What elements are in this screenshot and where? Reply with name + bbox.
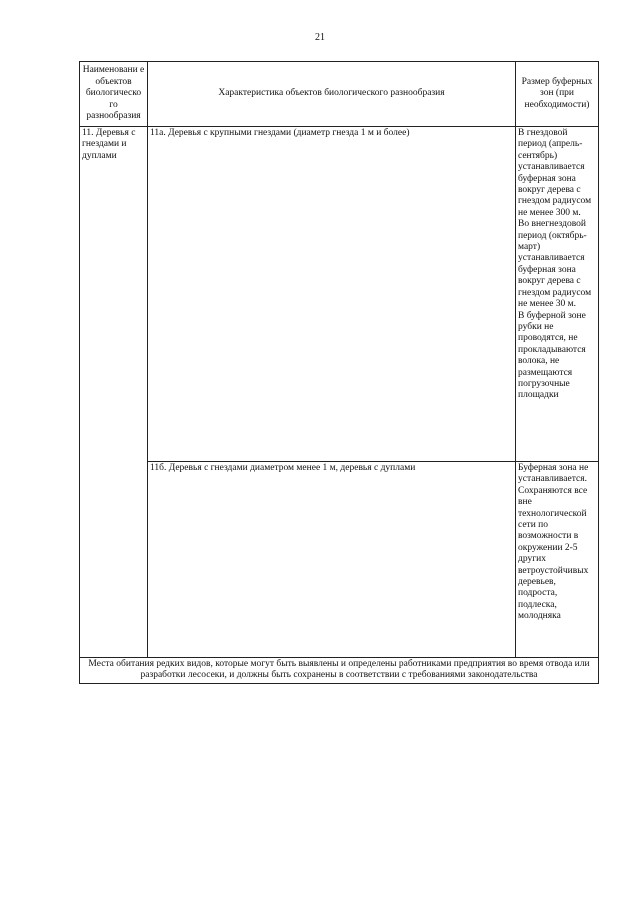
table-row: [80, 462, 599, 658]
characteristic-cell-11a: 11а. Деревья с крупными гнездами (диаметр гнезда 1 м и более): [148, 127, 516, 462]
table-header-row: [80, 62, 599, 127]
buffer-size-text: В буферной зоне рубки не проводятся, не прокладываются волока, не размещаются погрузочные площадки: [518, 310, 586, 401]
table-row: [80, 127, 599, 462]
page-number: 21: [315, 32, 325, 43]
biodiversity-table: [79, 61, 599, 684]
header-object-name: Наименовани е объектов биологическо го разнообразия: [80, 62, 148, 127]
buffer-size-text: Во внегнездовой период (октябрь-март) устанавливается буферная зона вокруг дерева с гнездом радиусом не менее 30 м.: [518, 219, 592, 310]
characteristic-cell-11b: 11б. Деревья с гнездами диаметром менее 1 м, деревья с дуплами: [148, 462, 516, 658]
buffer-size-text: Сохраняются все вне технологической сети по возможности в окружении 2-5 других ветроустойчивых деревьев, подроста, подлеска, молодняка: [518, 485, 589, 622]
footer-note: Места обитания редких видов, которые могут быть выявлены и определены работниками предприятия во время отвода или разработки лесосеки, и должны быть сохранены в соответствии с требованиями законодательства: [80, 658, 599, 684]
buffer-size-text: Буферная зона не устанавливается.: [518, 463, 589, 485]
buffer-size-text: В гнездовой период (апрель-сентябрь) устанавливается буферная зона вокруг дерева с гнездом радиусом не менее 300 м.: [518, 128, 592, 218]
buffer-size-cell-11b: [516, 462, 599, 658]
header-characteristic: Характеристика объектов биологического разнообразия: [148, 62, 516, 127]
table-footer-row: [80, 658, 599, 684]
header-buffer-size: Размер буферных зон (при необходимости): [516, 62, 599, 127]
buffer-size-cell-11a: [516, 127, 599, 462]
object-name-cell: 11. Деревья с гнездами и дуплами: [80, 127, 148, 658]
